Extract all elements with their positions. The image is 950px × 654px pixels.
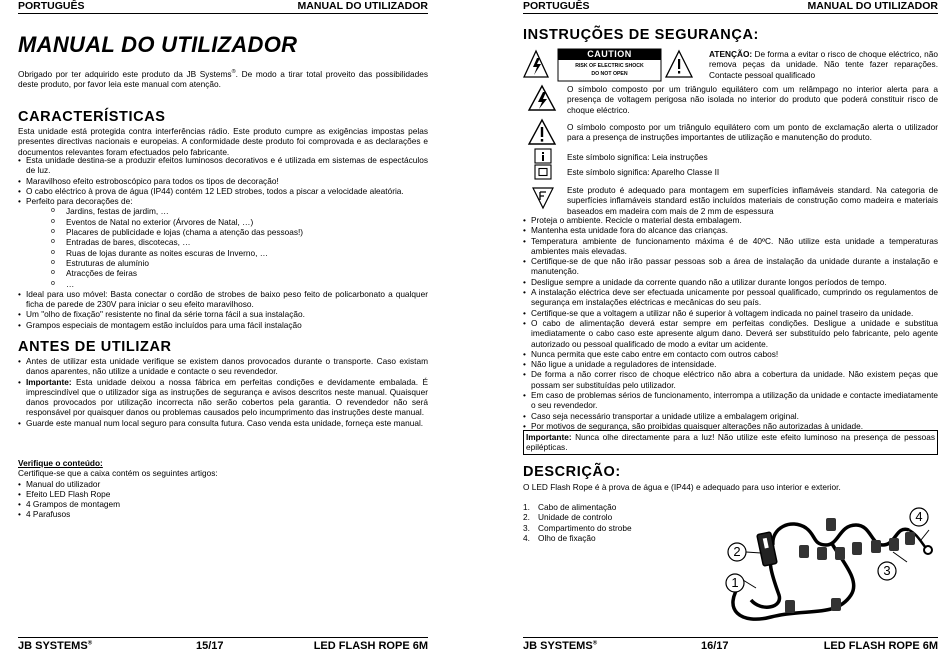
list-item: • Efeito LED Flash Rope [18, 489, 428, 499]
left-page [18, 0, 428, 654]
list-item: 2. Unidade de controlo [523, 512, 613, 523]
symbol-text: O símbolo composto por um triângulo equilátero com um relâmpago no interior alerta para a presença de voltagem perigosa não isolada no interior do produto que poderá constituir risco de choque eléctrico. [567, 84, 938, 115]
symbol-text: O símbolo composto por um triângulo equilátero com um ponto de exclamação alerta o utilizador para a presença de instruções importantes de utilização e manutenção do produto. [567, 122, 938, 143]
description-heading: DESCRIÇÃO: [523, 464, 621, 480]
list-item: • Esta unidade destina-se a produzir efeitos luminosos decorativos e é utilizada em sistemas de espectáculos de luz. [18, 155, 428, 176]
contents-heading: Verifique o conteúdo: [18, 458, 103, 468]
important-box: Importante: Nunca olhe directamente para a luz! Não utilize este efeito luminoso na presença de pessoas epilépticas. [523, 430, 938, 455]
sub-list-item: o Entradas de bares, discotecas, … [51, 237, 428, 247]
list-item: • Temperatura ambiente de funcionamento máxima é de 40ºC. Não utilize esta unidade a temperaturas ambientes mais elevadas. [523, 236, 938, 257]
list-item: • 4 Grampos de montagem [18, 499, 428, 509]
page-header [18, 0, 428, 14]
footer-product: LED FLASH ROPE 6M [823, 640, 938, 652]
sub-list-item: o Atracções de feiras [51, 268, 428, 278]
footer-brand: JB SYSTEMS® [523, 640, 598, 652]
list-item: • 4 Parafusos [18, 509, 428, 519]
parts-list [523, 502, 723, 543]
header-language: PORTUGUÊS [18, 0, 85, 12]
list-item: • Perfeito para decorações de: [18, 196, 428, 206]
exclamation-triangle-icon [527, 118, 557, 151]
attention-text: ATENÇÃO: De forma a evitar o risco de choque eléctrico, não remova peças da unidade. Não tente fazer reparações. Contacte pessoal qualificado [709, 49, 938, 80]
list-item: • Certifique-se que a voltagem a utilizar não é superior à voltagem indicada no painel traseiro da unidade. [523, 308, 938, 318]
sub-list-item: o Estruturas de alumínio [51, 258, 428, 268]
characteristics-list [18, 155, 428, 330]
lightning-triangle-icon [527, 84, 557, 117]
header-title: MANUAL DO UTILIZADOR [807, 0, 938, 12]
list-item: 3. Compartimento do strobe [523, 522, 632, 533]
list-item: • Maravilhoso efeito estroboscópico para todos os tipos de decoração! [18, 176, 428, 186]
callout-4: 4 [915, 509, 923, 524]
list-item: 4. Olho de fixação [523, 532, 596, 543]
list-item: • Grampos especiais de montagem estão incluídos para uma fácil instalação [18, 320, 428, 330]
list-item: • O cabo eléctrico à prova de água (IP44) contém 12 LED strobes, todos a piscar a velocidade aleatória. [18, 186, 428, 196]
contents-intro: Certifique-se que a caixa contém os seguintes artigos: [18, 468, 218, 479]
contents-section [18, 458, 428, 520]
symbol-text: Este símbolo significa: Leia instruções [567, 152, 708, 162]
main-title: MANUAL DO UTILIZADOR [18, 32, 298, 57]
characteristics-heading: CARACTERÍSTICAS [18, 109, 166, 125]
list-item: • Por motivos de segurança, são proibidas quaisquer alterações não autorizadas à unidade. [523, 421, 938, 431]
list-item: • Um "olho de fixação" resistente no final da série torna fácil a sua instalação. [18, 309, 428, 319]
list-item: • Proteja o ambiente. Recicle o material desta embalagem. [523, 215, 938, 225]
header-title: MANUAL DO UTILIZADOR [297, 0, 428, 12]
description-text: O LED Flash Rope é à prova de água e (IP44) e adequado para uso interior e exterior. [523, 482, 841, 492]
list-item: • Manual do utilizador [18, 479, 428, 489]
symbol-text: Este símbolo significa: Aparelho Classe II [567, 167, 720, 177]
page-header [523, 0, 938, 14]
callout-1: 1 [731, 575, 739, 590]
caution-label: CAUTION [587, 49, 632, 59]
list-item: • Caso seja necessário transportar a unidade utilize a embalagem original. [523, 411, 938, 421]
list-item: • A instalação eléctrica deve ser efectuada unicamente por pessoal qualificado, cumprindo os regulamentos de segurança em instalações eléctricas e mecânicas do seu país. [523, 287, 938, 308]
list-item: • Mantenha esta unidade fora do alcance das crianças. [523, 225, 938, 235]
safety-list [523, 215, 938, 431]
list-item: • Não ligue a unidade a reguladores de intensidade. [523, 359, 938, 369]
callout-2: 2 [733, 544, 741, 559]
list-item: • Em caso de problemas sérios de funcionamento, interrompa a utilização da unidade e contacte imediatamente o seu revendedor. [523, 390, 938, 411]
intro-paragraph: Obrigado por ter adquirido este produto da JB Systems®. De modo a tirar total proveito das possibilidades deste produto, por favor leia este manual com atenção. [18, 68, 428, 90]
right-page [523, 0, 938, 654]
list-item: • Ideal para uso móvel: Basta conectar o cordão de strobes de baixo peso feito de policarbonato a qualquer ficha de parede de 230V para iniciar o seu efeito maravilhoso. [18, 289, 428, 310]
sub-list-item: o … [51, 279, 428, 289]
caution-text: RISK OF ELECTRIC SHOCK DO NOT OPEN [575, 63, 644, 77]
page-number: 16/17 [701, 640, 729, 652]
sub-list-item: o Placares de publicidade e lojas (chama a atenção das pessoas!) [51, 227, 428, 237]
list-item: 1. Cabo de alimentação [523, 502, 617, 512]
page-number: 15/17 [196, 640, 224, 652]
sub-list-item: o Eventos de Natal no exterior (Árvores de Natal, …) [51, 217, 428, 227]
list-item: • Importante: Esta unidade deixou a nossa fábrica em perfeitas condições e devidamente embalada. É imprescindível que o utilizador siga as instruções de segurança e avisos descritos neste manual. Quaisquer danos provocados por utilização incorrecta não serão cobertos pela garantia. O revendedor não será responsável por quaisquer danos ou problemas causados pelo incumprimento das instruções deste manual. [18, 377, 428, 418]
symbol-text: Este produto é adequado para montagem em superfícies inflamáveis standard. Na categoria de superfícies inflamáveis standard estão incluídos materiais de construção como madeira e materiais baseados em madeira com mais de 2 mm de espessura [567, 185, 938, 216]
list-item: • O cabo de alimentação deverá estar sempre em perfeitas condições. Desligue a unidade e substitua imediatamente o cabo caso este apresente algum dano. Deverá ser substituído pelo fabricante, pelo agente autorizado ou pessoal qualificado de modo a evitar um acidente. [523, 318, 938, 349]
list-item: • Antes de utilizar esta unidade verifique se existem danos provocados durante o transporte. Caso existam danos aparentes, não utilize a unidade e contacte o seu revendedor. [18, 356, 428, 377]
page-footer [523, 637, 938, 653]
sub-list-item: o Jardins, festas de jardim, … [51, 206, 428, 216]
list-item: • Certifique-se de que não irão passar pessoas sob a área de instalação da unidade durante a instalação e manutenção. [523, 256, 938, 277]
sub-list-item: o Ruas de lojas durante as noites escuras de Inverno, … [51, 248, 428, 258]
before-use-list [18, 356, 428, 428]
page-footer [18, 637, 428, 653]
led-flash-rope-diagram [721, 500, 937, 626]
footer-product: LED FLASH ROPE 6M [313, 640, 428, 652]
before-use-heading: ANTES DE UTILIZAR [18, 339, 172, 355]
safety-heading: INSTRUÇÕES DE SEGURANÇA: [523, 27, 759, 43]
list-item: • Nunca permita que este cabo entre em contacto com outros cabos! [523, 349, 938, 359]
flammable-surface-icon [531, 186, 555, 215]
list-item: • De forma a não correr risco de choque eléctrico não abra a cobertura da unidade. Não existem peças que possam ser substituídas pelo utilizador. [523, 369, 938, 390]
list-item: • Desligue sempre a unidade da corrente quando não a utilizar durante longos períodos de tempo. [523, 277, 938, 287]
header-language: PORTUGUÊS [523, 0, 590, 12]
list-item: • Guarde este manual num local seguro para consulta futura. Caso venda esta unidade, forneça este manual. [18, 418, 428, 428]
class-ii-icon [534, 164, 552, 185]
footer-brand: JB SYSTEMS® [18, 640, 93, 652]
callout-3: 3 [883, 563, 891, 578]
characteristics-paragraph: Esta unidade está protegida contra interferências rádio. Este produto cumpre as exigências impostas pelas presentes directivas nacionais e europeias. A conformidade deste produto foi comprovada e as declarações e documentos relevantes foram efectuados pelo fabricante. [18, 126, 428, 157]
